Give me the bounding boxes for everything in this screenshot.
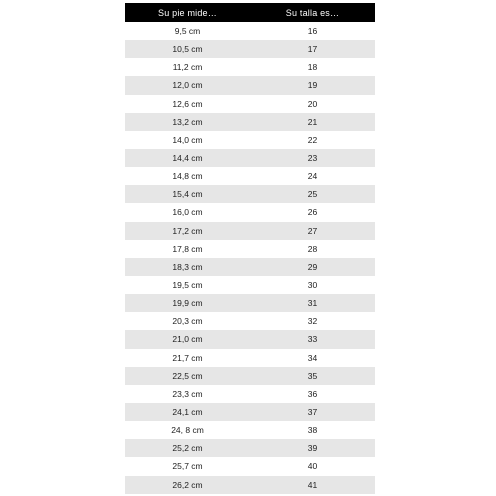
shoe-size-cell: 19 — [250, 76, 375, 94]
shoe-size-cell: 27 — [250, 222, 375, 240]
table-row — [125, 349, 375, 367]
table-row — [125, 439, 375, 457]
shoe-size-cell: 26 — [250, 203, 375, 221]
table-row — [125, 149, 375, 167]
foot-length-cell: 25,2 cm — [125, 439, 250, 457]
table-row — [125, 258, 375, 276]
shoe-size-cell: 30 — [250, 276, 375, 294]
foot-length-cell: 19,5 cm — [125, 276, 250, 294]
shoe-size-cell: 41 — [250, 476, 375, 494]
header-row — [125, 3, 375, 22]
shoe-size-cell: 36 — [250, 385, 375, 403]
foot-length-cell: 24, 8 cm — [125, 421, 250, 439]
shoe-size-cell: 17 — [250, 40, 375, 58]
foot-length-cell: 20,3 cm — [125, 312, 250, 330]
table-row — [125, 203, 375, 221]
foot-length-cell: 22,5 cm — [125, 367, 250, 385]
shoe-size-cell: 37 — [250, 403, 375, 421]
table-row — [125, 222, 375, 240]
shoe-size-cell: 32 — [250, 312, 375, 330]
shoe-size-cell: 28 — [250, 240, 375, 258]
foot-length-cell: 10,5 cm — [125, 40, 250, 58]
foot-length-cell: 24,1 cm — [125, 403, 250, 421]
foot-length-cell: 26,2 cm — [125, 476, 250, 494]
foot-length-cell: 17,2 cm — [125, 222, 250, 240]
table-row — [125, 113, 375, 131]
shoe-size-cell: 38 — [250, 421, 375, 439]
table-row — [125, 476, 375, 494]
foot-length-cell: 19,9 cm — [125, 294, 250, 312]
shoe-size-cell: 29 — [250, 258, 375, 276]
table-row — [125, 330, 375, 348]
table-row — [125, 76, 375, 94]
shoe-size-cell: 22 — [250, 131, 375, 149]
table-body — [125, 22, 375, 494]
size-chart-table — [125, 3, 375, 494]
shoe-size-cell: 20 — [250, 95, 375, 113]
table-row — [125, 457, 375, 475]
shoe-size-cell: 31 — [250, 294, 375, 312]
shoe-size-cell: 24 — [250, 167, 375, 185]
header-foot-length: Su pie mide… — [125, 3, 250, 22]
table-row — [125, 58, 375, 76]
shoe-size-cell: 39 — [250, 439, 375, 457]
foot-length-cell: 21,7 cm — [125, 349, 250, 367]
foot-length-cell: 21,0 cm — [125, 330, 250, 348]
foot-length-cell: 12,6 cm — [125, 95, 250, 113]
table-row — [125, 403, 375, 421]
table-row — [125, 294, 375, 312]
foot-length-cell: 16,0 cm — [125, 203, 250, 221]
foot-length-cell: 14,0 cm — [125, 131, 250, 149]
table-row — [125, 167, 375, 185]
table-row — [125, 421, 375, 439]
foot-length-cell: 25,7 cm — [125, 457, 250, 475]
header-shoe-size: Su talla es… — [250, 3, 375, 22]
foot-length-cell: 12,0 cm — [125, 76, 250, 94]
shoe-size-cell: 40 — [250, 457, 375, 475]
table-header — [125, 3, 375, 22]
table-row — [125, 312, 375, 330]
foot-length-cell: 17,8 cm — [125, 240, 250, 258]
table-row — [125, 131, 375, 149]
foot-length-cell: 11,2 cm — [125, 58, 250, 76]
shoe-size-cell: 18 — [250, 58, 375, 76]
table-row — [125, 240, 375, 258]
foot-length-cell: 23,3 cm — [125, 385, 250, 403]
table-row — [125, 40, 375, 58]
shoe-size-cell: 23 — [250, 149, 375, 167]
shoe-size-cell: 21 — [250, 113, 375, 131]
shoe-size-cell: 33 — [250, 330, 375, 348]
foot-length-cell: 9,5 cm — [125, 22, 250, 40]
foot-length-cell: 14,8 cm — [125, 167, 250, 185]
foot-length-cell: 13,2 cm — [125, 113, 250, 131]
shoe-size-cell: 35 — [250, 367, 375, 385]
shoe-size-cell: 25 — [250, 185, 375, 203]
foot-length-cell: 15,4 cm — [125, 185, 250, 203]
shoe-size-cell: 34 — [250, 349, 375, 367]
shoe-size-cell: 16 — [250, 22, 375, 40]
foot-length-cell: 14,4 cm — [125, 149, 250, 167]
table-row — [125, 185, 375, 203]
table-row — [125, 22, 375, 40]
foot-length-cell: 18,3 cm — [125, 258, 250, 276]
table-row — [125, 385, 375, 403]
table-row — [125, 367, 375, 385]
table-row — [125, 95, 375, 113]
table-row — [125, 276, 375, 294]
